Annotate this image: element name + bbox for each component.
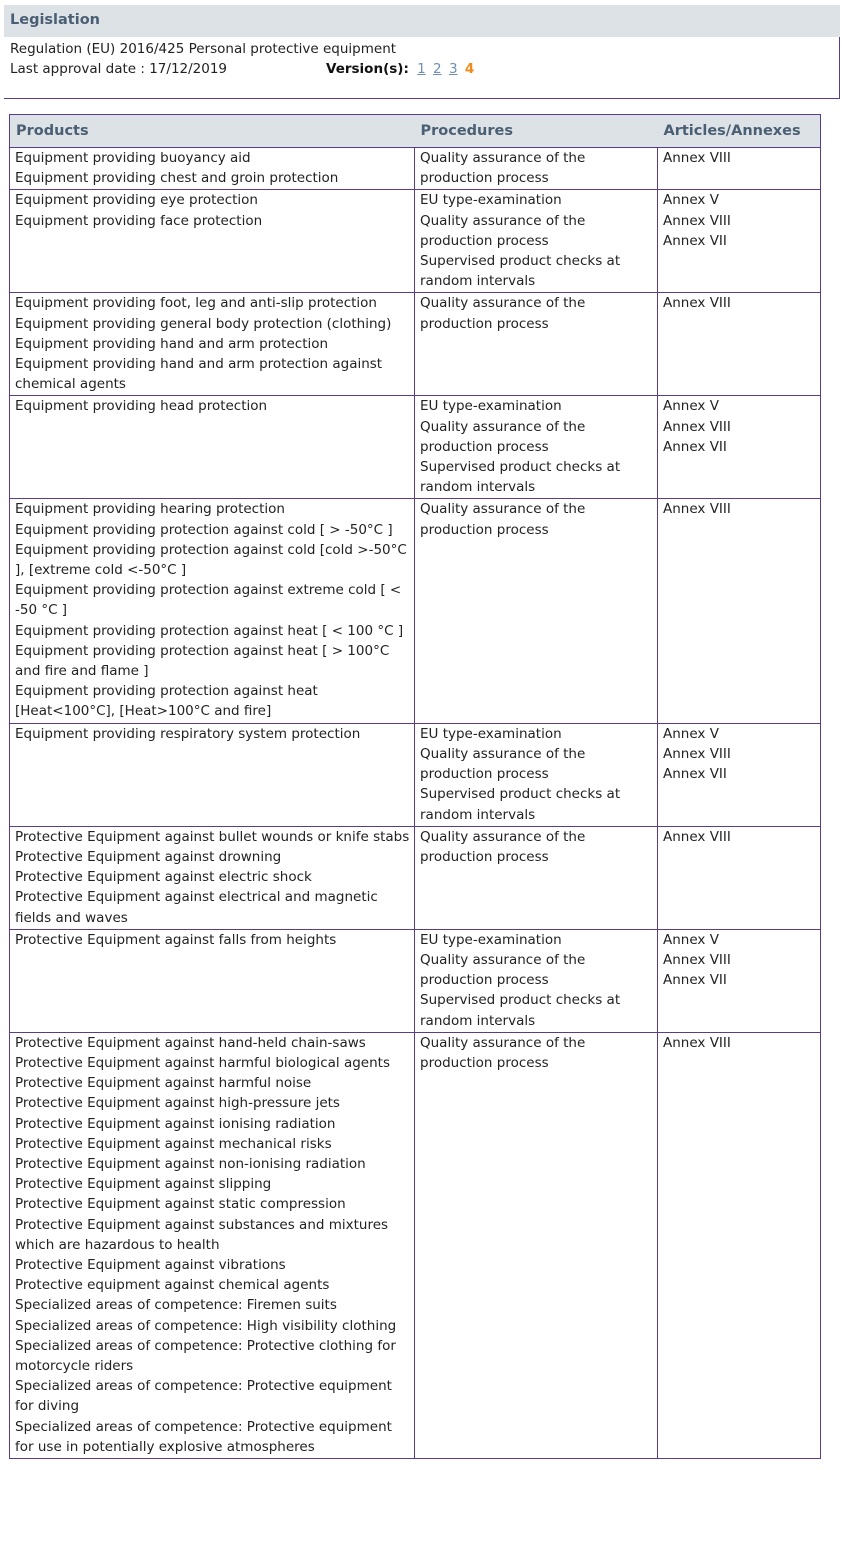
annex-item: Annex VIII — [663, 828, 731, 845]
procedure-item: Quality assurance of the production process — [420, 501, 586, 538]
product-item: Protective equipment against chemical agents — [15, 1277, 330, 1294]
annex-item: Annex VIII — [663, 295, 731, 312]
procedure-item: Quality assurance of the production process — [420, 828, 586, 865]
product-item: Protective Equipment against ionising radiation — [15, 1115, 336, 1132]
product-item: Specialized areas of competence: High visibility clothing — [15, 1317, 397, 1334]
product-item: Protective Equipment against hand-held chain-saws — [15, 1034, 366, 1051]
procedure-item: Quality assurance of the production process — [420, 951, 586, 989]
annexes-cell — [658, 929, 821, 1032]
annex-item: Annex V — [663, 192, 719, 209]
procedure-item: Supervised product checks at random intervals — [420, 459, 621, 496]
annex-item: Annex VIII — [663, 745, 731, 762]
procedures-cell — [415, 190, 658, 293]
table-row — [10, 1032, 821, 1458]
product-item: Protective Equipment against vibrations — [15, 1256, 286, 1273]
product-item: Specialized areas of competence: Protective clothing for motorcycle riders — [15, 1337, 396, 1374]
header-procedures: Procedures — [415, 115, 658, 148]
product-item: Protective Equipment against electric shock — [15, 869, 312, 886]
product-item: Specialized areas of competence: Protective equipment for use in potentially explosive atmospheres — [15, 1418, 392, 1455]
product-item: Protective Equipment against bullet wounds or knife stabs — [15, 828, 410, 845]
products-cell — [10, 396, 415, 499]
procedures-cell — [415, 826, 658, 929]
procedure-item: Quality assurance of the production process — [420, 745, 586, 783]
product-item: Protective Equipment against harmful noise — [15, 1075, 312, 1092]
products-cell — [10, 723, 415, 826]
table-row — [10, 826, 821, 929]
legislation-header: Legislation — [4, 5, 840, 37]
products-cell — [10, 826, 415, 929]
products-cell — [10, 293, 415, 396]
product-item: Specialized areas of competence: Firemen suits — [15, 1297, 337, 1314]
products-cell — [10, 1032, 415, 1458]
product-item: Equipment providing protection against heat [Heat<100°C], [Heat>100°C and fire] — [15, 683, 318, 720]
product-item: Protective Equipment against falls from heights — [15, 931, 337, 948]
annex-item: Annex V — [663, 725, 719, 742]
approval-date: Last approval date : 17/12/2019 — [10, 61, 228, 77]
procedure-item: EU type-examination — [420, 398, 562, 415]
product-item: Equipment providing general body protection (clothing) — [15, 315, 392, 332]
annexes-cell — [658, 1032, 821, 1458]
header-products: Products — [10, 115, 415, 148]
annexes-cell — [658, 293, 821, 396]
product-item: Equipment providing hand and arm protection against chemical agents — [15, 356, 383, 393]
products-cell — [10, 190, 415, 293]
header-annexes: Articles/Annexes — [658, 115, 821, 148]
table-body — [10, 148, 821, 1459]
table-header-row — [10, 115, 821, 148]
procedure-item: Supervised product checks at random intervals — [420, 992, 621, 1029]
table-row — [10, 723, 821, 826]
product-item: Specialized areas of competence: Protective equipment for diving — [15, 1378, 392, 1415]
version-link-2[interactable]: 2 — [433, 61, 442, 77]
procedure-item: EU type-examination — [420, 931, 562, 948]
procedures-cell — [415, 148, 658, 190]
product-item: Equipment providing protection against heat [ < 100 °C ] — [15, 622, 404, 639]
version-link-3[interactable]: 3 — [448, 61, 458, 77]
product-item: Equipment providing chest and groin protection — [15, 170, 339, 187]
procedure-item: Quality assurance of the production process — [420, 295, 586, 332]
product-item: Equipment providing respiratory system protection — [15, 725, 361, 742]
legislation-info — [4, 37, 840, 99]
versions-group — [326, 59, 474, 79]
table-row — [10, 929, 821, 1032]
product-item: Equipment providing protection against cold [ > -50°C ] — [15, 521, 393, 538]
product-item: Protective Equipment against harmful biological agents — [15, 1054, 391, 1071]
annex-item: Annex VIII — [663, 1034, 731, 1051]
regulation-title: Regulation (EU) 2016/425 Personal protective equipment — [10, 41, 397, 57]
table-row — [10, 148, 821, 190]
annexes-cell — [658, 826, 821, 929]
procedure-item: Supervised product checks at random intervals — [420, 786, 621, 823]
product-item: Equipment providing protection against extreme cold [ < -50 °C ] — [15, 582, 402, 619]
procedures-cell — [415, 293, 658, 396]
product-item: Protective Equipment against slipping — [15, 1176, 272, 1193]
product-item: Protective Equipment against substances and mixtures which are hazardous to health — [15, 1216, 389, 1253]
products-table — [9, 114, 821, 1459]
procedure-item: Quality assurance of the production process — [420, 1034, 586, 1071]
annex-item: Annex VII — [663, 766, 727, 783]
version-current: 4 — [464, 61, 475, 77]
annex-item: Annex VIII — [663, 212, 731, 229]
products-cell — [10, 499, 415, 723]
annexes-cell — [658, 723, 821, 826]
annex-item: Annex VII — [663, 438, 727, 455]
annex-item: Annex VII — [663, 232, 727, 249]
product-item: Protective Equipment against static compression — [15, 1196, 346, 1213]
product-item: Equipment providing protection against heat [ > 100°C and fire and flame ] — [15, 642, 390, 680]
procedures-cell — [415, 1032, 658, 1458]
product-item: Protective Equipment against high-pressure jets — [15, 1095, 340, 1112]
product-item: Equipment providing face protection — [15, 212, 263, 229]
procedures-cell — [415, 499, 658, 723]
annex-item: Annex V — [663, 931, 719, 948]
annex-item: Annex VIII — [663, 951, 731, 968]
annexes-cell — [658, 499, 821, 723]
annex-item: Annex V — [663, 398, 719, 415]
annexes-cell — [658, 190, 821, 293]
product-item: Equipment providing foot, leg and anti-slip protection — [15, 295, 377, 312]
procedures-cell — [415, 396, 658, 499]
products-cell — [10, 929, 415, 1032]
product-item: Equipment providing hearing protection — [15, 501, 285, 518]
table-row — [10, 293, 821, 396]
annex-item: Annex VII — [663, 972, 727, 989]
product-item: Protective Equipment against drowning — [15, 848, 282, 865]
annex-item: Annex VIII — [663, 150, 731, 166]
annex-item: Annex VIII — [663, 501, 731, 518]
procedures-cell — [415, 723, 658, 826]
versions-label: Version(s): — [326, 61, 409, 77]
product-item: Equipment providing protection against cold [cold >-50°C ], [extreme cold <-50°C ] — [15, 541, 407, 579]
procedure-item: EU type-examination — [420, 192, 562, 209]
version-link-1[interactable]: 1 — [417, 61, 426, 77]
procedures-cell — [415, 929, 658, 1032]
product-item: Equipment providing eye protection — [15, 192, 258, 209]
product-item: Equipment providing buoyancy aid — [15, 150, 251, 166]
product-item: Protective Equipment against electrical and magnetic fields and waves — [15, 889, 378, 926]
product-item: Protective Equipment against mechanical risks — [15, 1135, 332, 1152]
procedure-item: Quality assurance of the production process — [420, 150, 586, 187]
procedure-item: Quality assurance of the production process — [420, 418, 586, 455]
annexes-cell — [658, 396, 821, 499]
procedure-item: Quality assurance of the production process — [420, 212, 586, 249]
table-row — [10, 190, 821, 293]
annexes-cell — [658, 148, 821, 190]
product-item: Equipment providing head protection — [15, 398, 268, 415]
products-cell — [10, 148, 415, 190]
table-row — [10, 396, 821, 499]
procedure-item: EU type-examination — [420, 725, 562, 742]
annex-item: Annex VIII — [663, 418, 731, 435]
approval-line — [10, 59, 839, 79]
product-item: Protective Equipment against non-ionising radiation — [15, 1155, 366, 1172]
table-row — [10, 499, 821, 723]
procedure-item: Supervised product checks at random intervals — [420, 253, 621, 290]
product-item: Equipment providing hand and arm protection — [15, 335, 329, 352]
